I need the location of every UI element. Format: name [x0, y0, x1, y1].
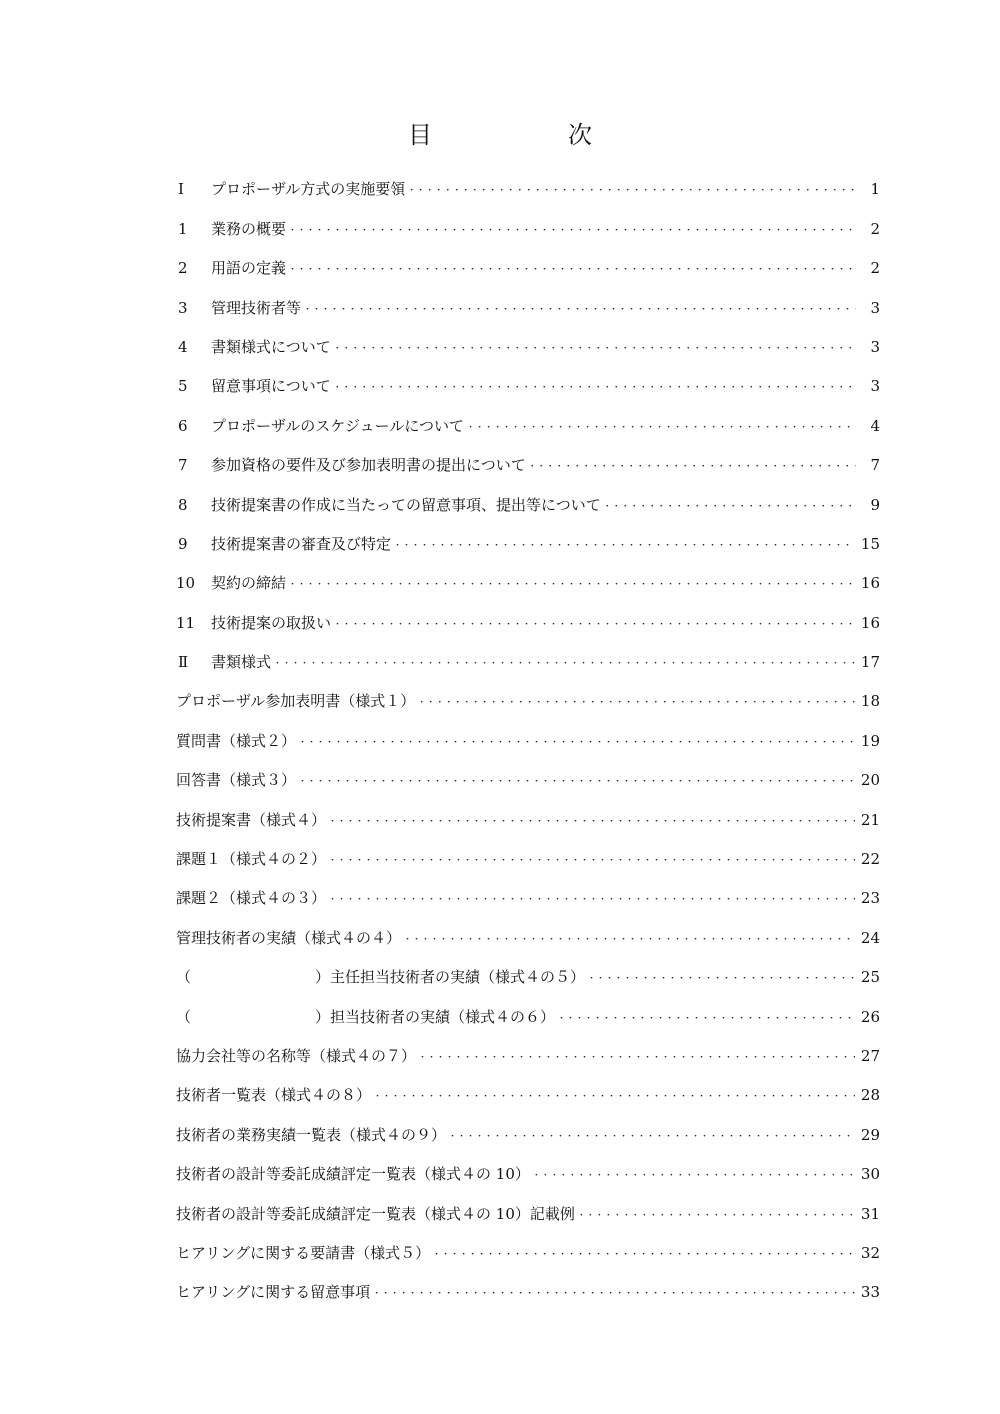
- dot-leader: [403, 928, 855, 948]
- page-number: 33: [860, 1283, 880, 1302]
- toc-entry[interactable]: [176, 1184, 880, 1223]
- page-number: 3: [870, 298, 880, 317]
- entry-title: ヒアリングに関する留意事項: [176, 1283, 371, 1302]
- entry-title: プロポーザルのスケジュールについて: [211, 416, 465, 435]
- dot-leader: [532, 1164, 855, 1184]
- dot-leader: [298, 770, 855, 790]
- dot-leader: [407, 179, 856, 199]
- entry-title: 課題２（様式４の３）: [176, 889, 327, 908]
- toc-entry[interactable]: [176, 239, 880, 278]
- entry-title: 書類様式: [211, 653, 272, 672]
- page-number: 17: [860, 653, 880, 672]
- entry-title: 回答書（様式３）: [176, 771, 297, 790]
- toc-entry[interactable]: [176, 357, 880, 396]
- page-number: 27: [860, 1046, 880, 1065]
- section-number: 4: [178, 337, 188, 356]
- toc-entry[interactable]: [176, 672, 880, 711]
- dot-leader: [333, 337, 856, 357]
- dot-leader: [333, 613, 855, 633]
- dot-leader: [418, 1046, 855, 1066]
- toc-entry[interactable]: [176, 948, 880, 987]
- dot-leader: [577, 1204, 855, 1224]
- dot-leader: [417, 691, 855, 711]
- entry-title: 技術提案書の審査及び特定: [211, 534, 392, 553]
- entry-title: 質問書（様式２）: [176, 731, 297, 750]
- toc-entry[interactable]: [176, 869, 880, 908]
- dot-leader: [603, 495, 856, 515]
- toc-entry[interactable]: [176, 1066, 880, 1105]
- entry-title: 課題１（様式４の２）: [176, 850, 327, 869]
- entry-title: 協力会社等の名称等（様式４の７）: [176, 1046, 417, 1065]
- page-number: 28: [860, 1086, 880, 1105]
- section-number: Ⅰ: [178, 180, 184, 199]
- toc-entry[interactable]: [176, 711, 880, 750]
- toc-entry[interactable]: [176, 554, 880, 593]
- section-number: 1: [178, 219, 188, 238]
- dot-leader: [372, 1282, 855, 1302]
- dot-leader: [288, 219, 856, 239]
- page-number: 9: [870, 495, 880, 514]
- toc-entry[interactable]: [176, 908, 880, 947]
- toc-entry[interactable]: [176, 318, 880, 357]
- toc-entry[interactable]: [176, 1105, 880, 1144]
- page-number: 23: [860, 889, 880, 908]
- toc-entry[interactable]: [176, 396, 880, 435]
- toc-entry[interactable]: [176, 790, 880, 829]
- toc-entry[interactable]: [176, 436, 880, 475]
- dot-leader: [288, 258, 856, 278]
- toc-entry[interactable]: [176, 515, 880, 554]
- entry-title: 技術提案書の作成に当たっての留意事項、提出等について: [211, 495, 601, 514]
- page-number: 7: [870, 456, 880, 475]
- page-number: 3: [870, 337, 880, 356]
- page-number: 20: [860, 771, 880, 790]
- entry-title: 管理技術者等: [211, 298, 302, 317]
- dot-leader: [328, 810, 855, 830]
- entry-title: 契約の締結: [211, 574, 287, 593]
- section-number: 9: [178, 534, 188, 553]
- toc-entry[interactable]: [176, 1027, 880, 1066]
- page-number: 32: [860, 1243, 880, 1262]
- dot-leader: [273, 652, 855, 672]
- page-number: 26: [860, 1007, 880, 1026]
- entry-title: 技術者一覧表（様式４の８）: [176, 1086, 372, 1105]
- dot-leader: [466, 416, 856, 436]
- section-number: 11: [176, 613, 196, 632]
- page-number: 31: [860, 1204, 880, 1223]
- toc-entry[interactable]: [176, 199, 880, 238]
- page-number: 29: [860, 1125, 880, 1144]
- dot-leader: [587, 967, 855, 987]
- page-number: 15: [860, 534, 880, 553]
- page-number: 25: [860, 968, 880, 987]
- entry-title: 管理技術者の実績（様式４の４）: [176, 928, 402, 947]
- dot-leader: [448, 1125, 855, 1145]
- entry-title: プロポーザル参加表明書（様式１）: [176, 692, 416, 711]
- entry-title: 技術者の設計等委託成績評定一覧表（様式４の 10）: [176, 1165, 530, 1184]
- dot-leader: [333, 376, 856, 396]
- page-number: 30: [860, 1165, 880, 1184]
- page-number: 22: [860, 850, 880, 869]
- dot-leader: [328, 849, 855, 869]
- section-number: 7: [178, 456, 188, 475]
- section-number: Ⅱ: [178, 653, 189, 672]
- entry-title: 参加資格の要件及び参加表明書の提出について: [211, 456, 526, 475]
- toc-entry[interactable]: [176, 633, 880, 672]
- entry-title: 技術者の設計等委託成績評定一覧表（様式４の 10）記載例: [176, 1204, 575, 1223]
- toc-entry[interactable]: [176, 1263, 880, 1302]
- entry-title: 業務の概要: [211, 219, 287, 238]
- page-number: 16: [860, 574, 880, 593]
- dot-leader: [298, 731, 855, 751]
- dot-leader: [432, 1243, 855, 1263]
- entry-paren-open: （: [176, 968, 192, 987]
- page-number: 2: [870, 219, 880, 238]
- table-of-contents: [176, 160, 880, 1302]
- entry-title: ヒアリングに関する要請書（様式５）: [176, 1243, 431, 1262]
- toc-entry[interactable]: [176, 751, 880, 790]
- entry-paren-open: （: [176, 1007, 192, 1026]
- dot-leader: [303, 298, 856, 318]
- entry-title: 書類様式について: [211, 337, 331, 356]
- dot-leader: [528, 455, 856, 475]
- page-number: 18: [860, 692, 880, 711]
- page-number: 2: [870, 259, 880, 278]
- dot-leader: [288, 573, 855, 593]
- entry-title: 用語の定義: [211, 259, 287, 278]
- entry-title: 技術提案の取扱い: [211, 613, 332, 632]
- entry-title: 技術者の業務実績一覧表（様式４の９）: [176, 1125, 447, 1144]
- section-number: 10: [176, 574, 196, 593]
- dot-leader: [393, 534, 855, 554]
- page-number: 19: [860, 731, 880, 750]
- dot-leader: [373, 1085, 855, 1105]
- toc-entry[interactable]: [176, 987, 880, 1026]
- toc-entry[interactable]: [176, 1145, 880, 1184]
- toc-entry[interactable]: [176, 830, 880, 869]
- entry-title: 技術提案書（様式４）: [176, 810, 327, 829]
- dot-leader: [328, 888, 855, 908]
- page-number: 1: [870, 180, 880, 199]
- dot-leader: [557, 1007, 855, 1027]
- entry-title: プロポーザル方式の実施要領: [211, 180, 406, 199]
- page-number: 16: [860, 613, 880, 632]
- section-number: 6: [178, 416, 188, 435]
- section-number: 3: [178, 298, 188, 317]
- page-title: 目 次: [408, 121, 648, 149]
- entry-title: ）担当技術者の実績（様式４の６）: [315, 1007, 556, 1026]
- entry-title: ）主任担当技術者の実績（様式４の５）: [315, 968, 586, 987]
- page-number: 21: [860, 810, 880, 829]
- toc-entry[interactable]: [176, 160, 880, 199]
- page-number: 3: [870, 377, 880, 396]
- section-number: 5: [178, 377, 188, 396]
- toc-entry[interactable]: [176, 1224, 880, 1263]
- toc-entry[interactable]: [176, 593, 880, 632]
- entry-title: 留意事項について: [211, 377, 331, 396]
- section-number: 2: [178, 259, 188, 278]
- toc-entry[interactable]: [176, 278, 880, 317]
- section-number: 8: [178, 495, 188, 514]
- page-number: 4: [870, 416, 880, 435]
- page-number: 24: [860, 928, 880, 947]
- toc-entry[interactable]: [176, 475, 880, 514]
